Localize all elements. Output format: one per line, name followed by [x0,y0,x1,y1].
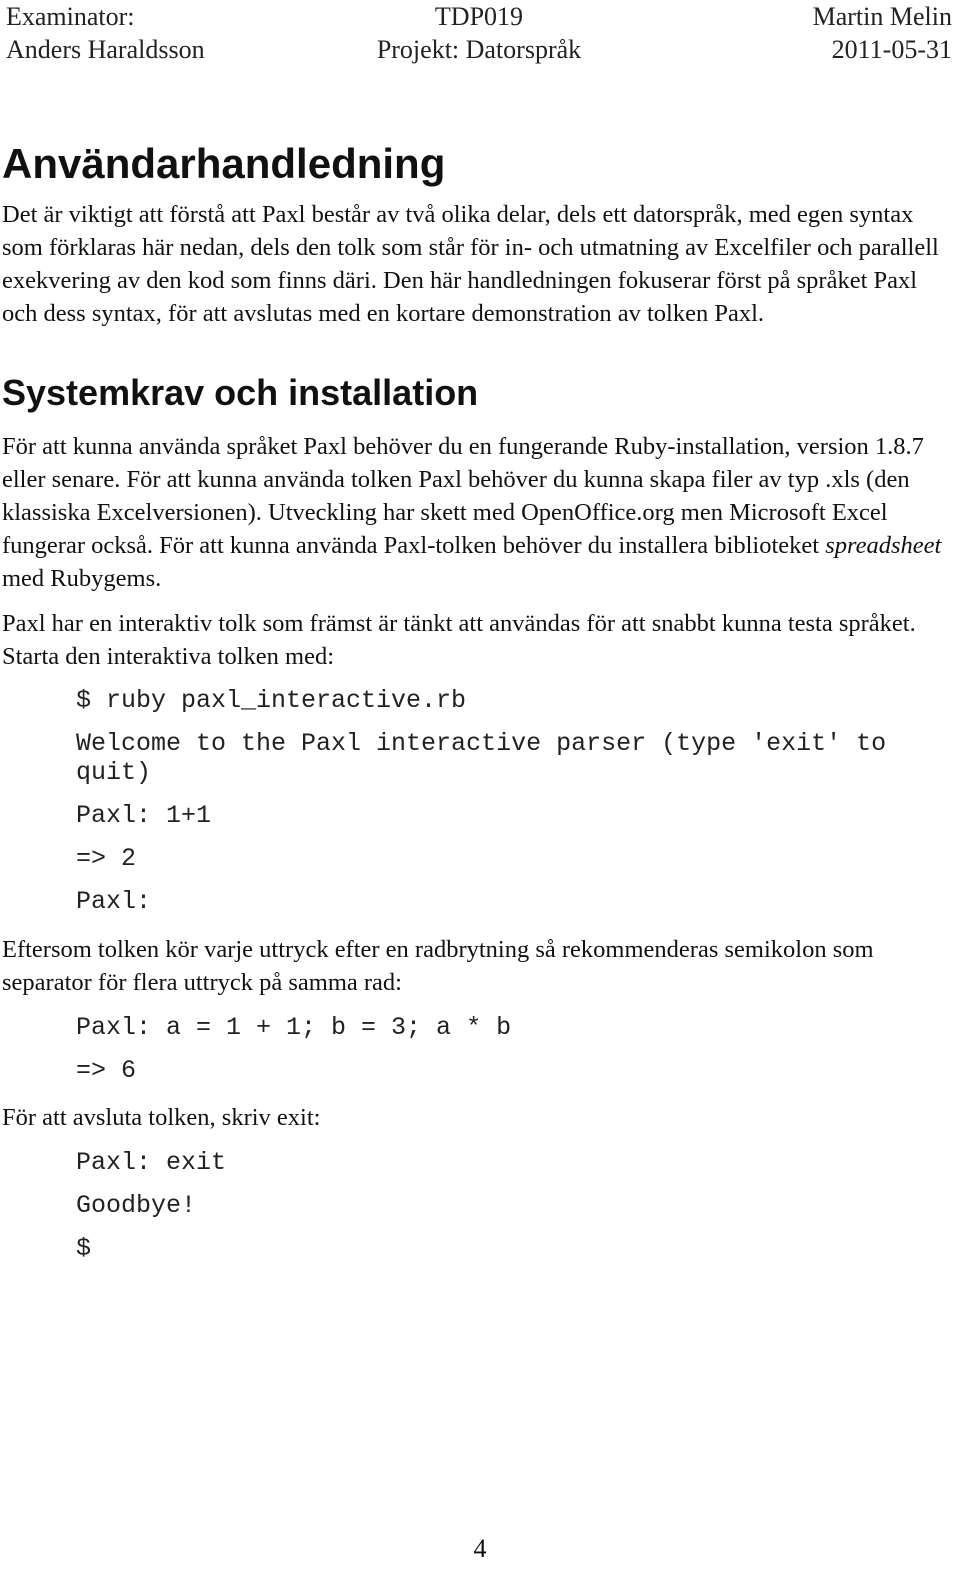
code-line: Paxl: 1+1 [76,801,212,830]
header-row-2 [6,33,952,67]
header-row-1 [6,0,952,34]
page-header [0,0,960,80]
header-course-code: TDP019 [434,2,524,31]
code-block-interactive [2,686,950,916]
document-body [2,134,950,1263]
header-project: Projekt: Datorspråk [376,35,582,64]
page-number: 4 [473,1534,487,1563]
requirements-paragraph [2,430,950,595]
code-line: => 2 [76,844,137,873]
header-examiner-label: Examinator: [6,2,135,31]
interactive-paragraph: Paxl har en interaktiv tolk som främst är tänkt att användas för att snabbt kunna testa språket. Starta den interaktiva tolken med: [2,610,916,670]
intro-paragraph: Det är viktigt att förstå att Paxl består av två olika delar, dels ett datorspråk, med egen syntax som förklaras här nedan, dels den tolk som står för in- och utmatning av Excelfiler och parallell exekvering av den kod som finns däri. Den här handledningen fokuserar först på språket Paxl och dess syntax, för att avslutas med en kortare demonstration av tolken Paxl. [2,201,939,327]
header-examiner-name: Anders Haraldsson [6,35,205,64]
code-line: Paxl: [76,887,152,916]
code-line: Goodbye! [76,1191,197,1220]
code-line: Paxl: exit [76,1148,227,1177]
code-line: Welcome to the Paxl interactive parser (type 'exit' to quit) [76,729,902,787]
code-block-semicolon [2,1013,950,1085]
semicolon-paragraph: Eftersom tolken kör varje uttryck efter en radbrytning så rekommenderas semikolon som separator för flera uttryck på samma rad: [2,936,874,996]
section-heading: Systemkrav och installation [2,372,479,413]
code-line: $ ruby paxl_interactive.rb [76,686,467,715]
code-line: $ [76,1234,92,1263]
header-date: 2011-05-31 [831,35,952,64]
code-block-exit [2,1148,950,1263]
header-author: Martin Melin [812,2,952,31]
requirements-text: För att kunna använda språket Paxl behöver du en fungerande Ruby-installation, version 1.8.7 eller senare. För att kunna använda tolken Paxl behöver du kunna skapa filer av typ .xls (den klassiska Excelversionen). Utveckling har skett med OpenOffice.org men Microsoft Excel fungerar också. För att kunna använda Paxl-tolken behöver du installera biblioteket [2,433,924,559]
exit-paragraph: För att avsluta tolken, skriv exit: [2,1104,321,1131]
code-line: Paxl: a = 1 + 1; b = 3; a * b [76,1013,512,1042]
requirements-text-end: med Rubygems. [2,565,162,592]
page-title: Användarhandledning [2,140,446,187]
code-line: => 6 [76,1056,137,1085]
library-name: spreadsheet [825,532,942,559]
